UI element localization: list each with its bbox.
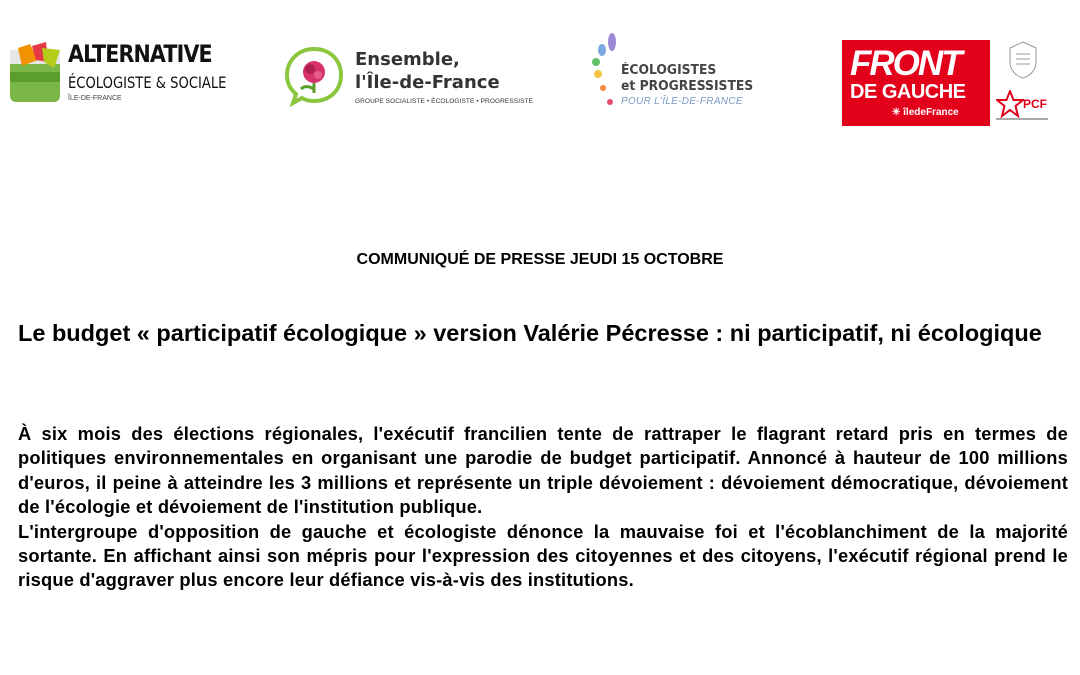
- rose-icon: [283, 45, 345, 107]
- logo3-subtitle: POUR L'ÎLE-DE-FRANCE: [621, 96, 743, 107]
- leaf-flag-icon: [8, 42, 64, 106]
- logo1-region: ÎLE-DE-FRANCE: [68, 95, 122, 102]
- ecologistes-progressistes-logo: [590, 32, 780, 112]
- body-paragraph: À six mois des élections régionales, l'exécutif francilien tente de rattraper le flagrant retard pris en termes de politiques environnementales en organisant une parodie de budget participatif. Annoncé à hauteur de 100 millions d'euros, il peine à atteindre les 3 millions et représente un triple dévoiement : dévoiement démocratique, dévoiement de l'écologie et dévoiement de l'institution publique.: [18, 423, 1068, 518]
- press-release-title: Le budget « participatif écologique » version Valérie Pécresse : ni participatif, ni écologique: [18, 320, 1042, 346]
- press-release-headline: COMMUNIQUÉ DE PRESSE JEUDI 15 OCTOBRE: [356, 251, 724, 268]
- press-release-body: [18, 422, 1068, 593]
- body-paragraph: L'intergroupe d'opposition de gauche et écologiste dénonce la mauvaise foi et l'écoblanchiment de la majorité sortante. En affichant ainsi son mépris pour l'expression des citoyennes et des citoyens, l'exécutif régional prend le risque d'aggraver plus encore leur défiance vis-à-vis des institutions.: [18, 520, 1068, 591]
- logo2-subtitle: GROUPE SOCIALISTE • ÉCOLOGISTE • PROGRESSISTE: [355, 98, 534, 105]
- pcf-logo: [994, 40, 1052, 126]
- fdg-line1: FRONT: [850, 44, 961, 83]
- alternative-ecologiste-logo: [8, 40, 227, 110]
- front-de-gauche-box: [842, 40, 990, 126]
- star-icon: [996, 90, 1024, 118]
- pcf-small-text-mark: [996, 117, 1048, 122]
- logo2-name-line1: Ensemble,: [355, 49, 460, 70]
- ensemble-idf-logo: [283, 45, 553, 110]
- gauche-republicaine-icon: [1006, 40, 1040, 80]
- colored-dots-icon: [590, 32, 620, 112]
- fdg-region: ✳ îledeFrance: [892, 107, 959, 118]
- front-de-gauche-logo: [842, 40, 1052, 126]
- logo1-subtitle: ÉCOLOGISTE & SOCIALE: [68, 73, 227, 92]
- logo2-name-line2: l'Île-de-France: [355, 72, 500, 93]
- fdg-line2: DE GAUCHE: [850, 81, 966, 103]
- logo1-name: ALTERNATIVE: [68, 40, 212, 68]
- pcf-label: PCF: [1023, 97, 1047, 111]
- logo3-name-line1: ÉCOLOGISTES: [621, 63, 717, 78]
- logo3-name-line2: et PROGRESSISTES: [621, 79, 754, 94]
